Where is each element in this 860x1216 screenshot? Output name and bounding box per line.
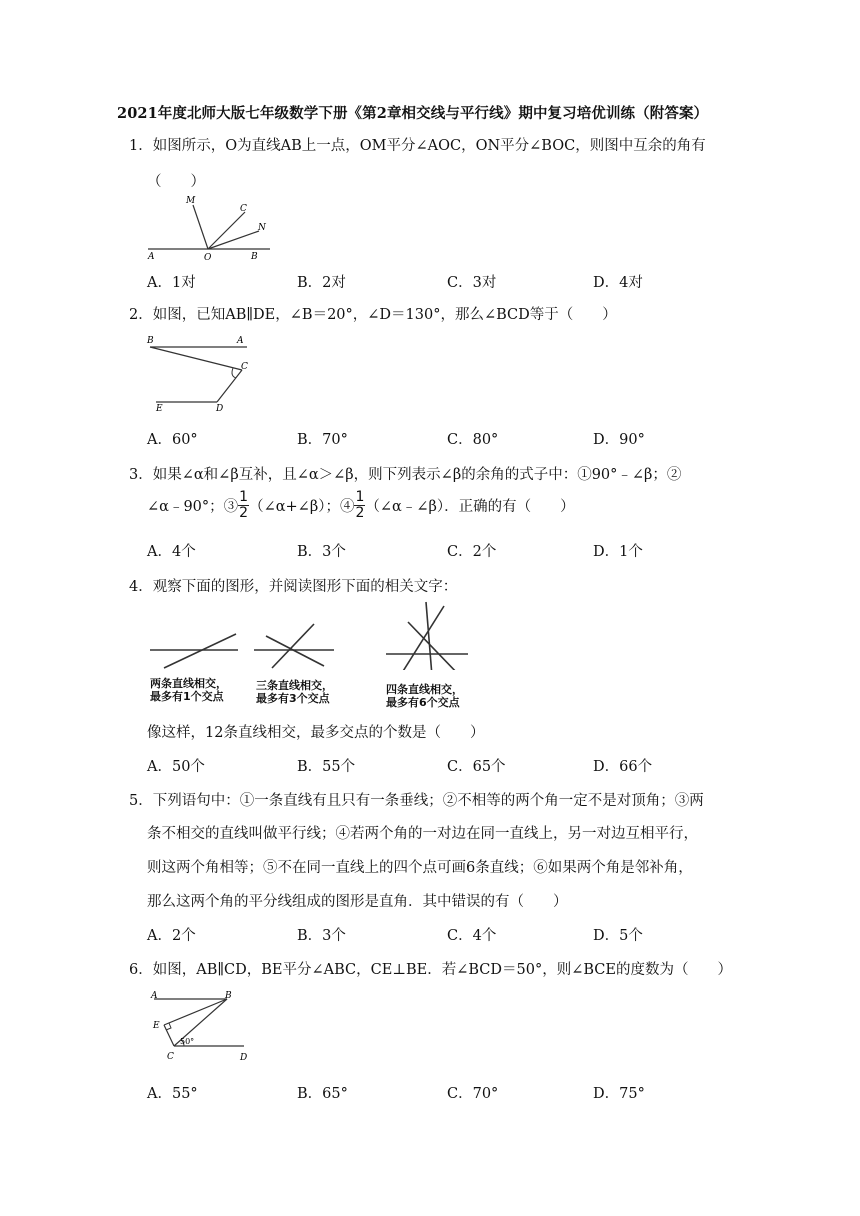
option-b: B．3个 bbox=[297, 928, 346, 944]
option-c: C．3对 bbox=[447, 275, 497, 291]
option-b: B．55个 bbox=[297, 759, 356, 775]
label-d: D bbox=[240, 1053, 248, 1063]
label-a: A bbox=[148, 252, 155, 262]
label-b: B bbox=[147, 336, 154, 346]
angle-label: 50° bbox=[180, 1037, 195, 1046]
option-a: A．4个 bbox=[147, 544, 196, 560]
fraction-one-half: $\frac{1}{2}$ bbox=[239, 489, 249, 521]
question-5-line-3: 则这两个角相等；⑤不在同一直线上的四个点可画6条直线；⑥如果两个角是邻补角， bbox=[147, 860, 693, 876]
option-d: D．4对 bbox=[593, 275, 643, 291]
document-title: 2021年度北师大版七年级数学下册《第2章相交线与平行线》期中复习培优训练（附答案） bbox=[117, 105, 709, 122]
question-5-line-2: 条不相交的直线叫做平行线；④若两个角的一对边在同一直线上，另一对边互相平行， bbox=[147, 826, 698, 842]
option-d: D．75° bbox=[593, 1086, 645, 1102]
question-1-stem: 1．如图所示，O为直线AB上一点，OM平分∠AOC，ON平分∠BOC，则图中互余的角有 bbox=[129, 138, 706, 154]
caption-four-lines: 四条直线相交， 最多有6个交点 bbox=[386, 683, 463, 709]
option-d: D．5个 bbox=[593, 928, 643, 944]
question-3-line-2 bbox=[147, 490, 575, 521]
label-o: O bbox=[204, 253, 212, 263]
label-c: C bbox=[241, 362, 248, 372]
question-6-stem: 6．如图，AB∥CD，BE平分∠ABC，CE⊥BE．若∠BCD＝50°，则∠BCE的度数为（ ） bbox=[129, 962, 732, 978]
option-c: C．4个 bbox=[447, 928, 497, 944]
question-5-stem: 5．下列语句中：①一条直线有且只有一条垂线；②不相等的两个角一定不是对顶角；③两 bbox=[129, 793, 704, 809]
option-d: D．66个 bbox=[593, 759, 653, 775]
q3-text-a: ∠α﹣90°；③ bbox=[147, 499, 239, 515]
question-6-figure bbox=[142, 984, 267, 1070]
q3-text-c: （∠α﹣∠β）．正确的有（ ） bbox=[365, 499, 575, 515]
question-3-stem: 3．如果∠α和∠β互补，且∠α＞∠β，则下列表示∠β的余角的式子中：①90°﹣∠β；② bbox=[129, 467, 682, 483]
option-d: D．1个 bbox=[593, 544, 643, 560]
option-c: C．80° bbox=[447, 432, 499, 448]
caption-three-lines: 三条直线相交， 最多有3个交点 bbox=[256, 679, 333, 705]
label-a: A bbox=[237, 336, 244, 346]
option-c: C．65个 bbox=[447, 759, 506, 775]
label-e: E bbox=[156, 404, 163, 414]
option-b: B．65° bbox=[297, 1086, 348, 1102]
q3-text-b: （∠α+∠β）；④ bbox=[249, 499, 355, 515]
label-a: A bbox=[151, 991, 158, 1001]
question-2-stem: 2．如图，已知AB∥DE，∠B＝20°，∠D＝130°，那么∠BCD等于（ ） bbox=[129, 307, 617, 323]
option-c: C．2个 bbox=[447, 544, 497, 560]
label-b: B bbox=[225, 991, 232, 1001]
question-4-question: 像这样，12条直线相交，最多交点的个数是（ ） bbox=[147, 725, 485, 741]
label-c: C bbox=[240, 204, 247, 214]
option-a: A．55° bbox=[147, 1086, 198, 1102]
label-e: E bbox=[153, 1021, 160, 1031]
question-4-figures bbox=[142, 600, 492, 670]
option-a: A．50个 bbox=[147, 759, 205, 775]
option-d: D．90° bbox=[593, 432, 645, 448]
question-2-figure bbox=[142, 330, 262, 418]
label-n: N bbox=[258, 223, 266, 233]
option-a: A．60° bbox=[147, 432, 198, 448]
option-b: B．3个 bbox=[297, 544, 346, 560]
caption-two-lines: 两条直线相交， 最多有1个交点 bbox=[150, 677, 227, 703]
question-1-figure bbox=[142, 192, 277, 264]
question-1-blank: （ ） bbox=[147, 174, 205, 190]
label-m: M bbox=[186, 196, 196, 206]
label-b: B bbox=[251, 252, 258, 262]
option-a: A．1对 bbox=[147, 275, 196, 291]
question-5-line-4: 那么这两个角的平分线组成的图形是直角．其中错误的有（ ） bbox=[147, 894, 568, 910]
option-a: A．2个 bbox=[147, 928, 196, 944]
question-4-stem: 4．观察下面的图形，并阅读图形下面的相关文字： bbox=[129, 579, 458, 595]
label-c: C bbox=[167, 1052, 174, 1062]
option-b: B．70° bbox=[297, 432, 348, 448]
label-d: D bbox=[216, 404, 224, 414]
option-b: B．2对 bbox=[297, 275, 346, 291]
option-c: C．70° bbox=[447, 1086, 499, 1102]
fraction-one-half: $\frac{1}{2}$ bbox=[355, 489, 365, 521]
